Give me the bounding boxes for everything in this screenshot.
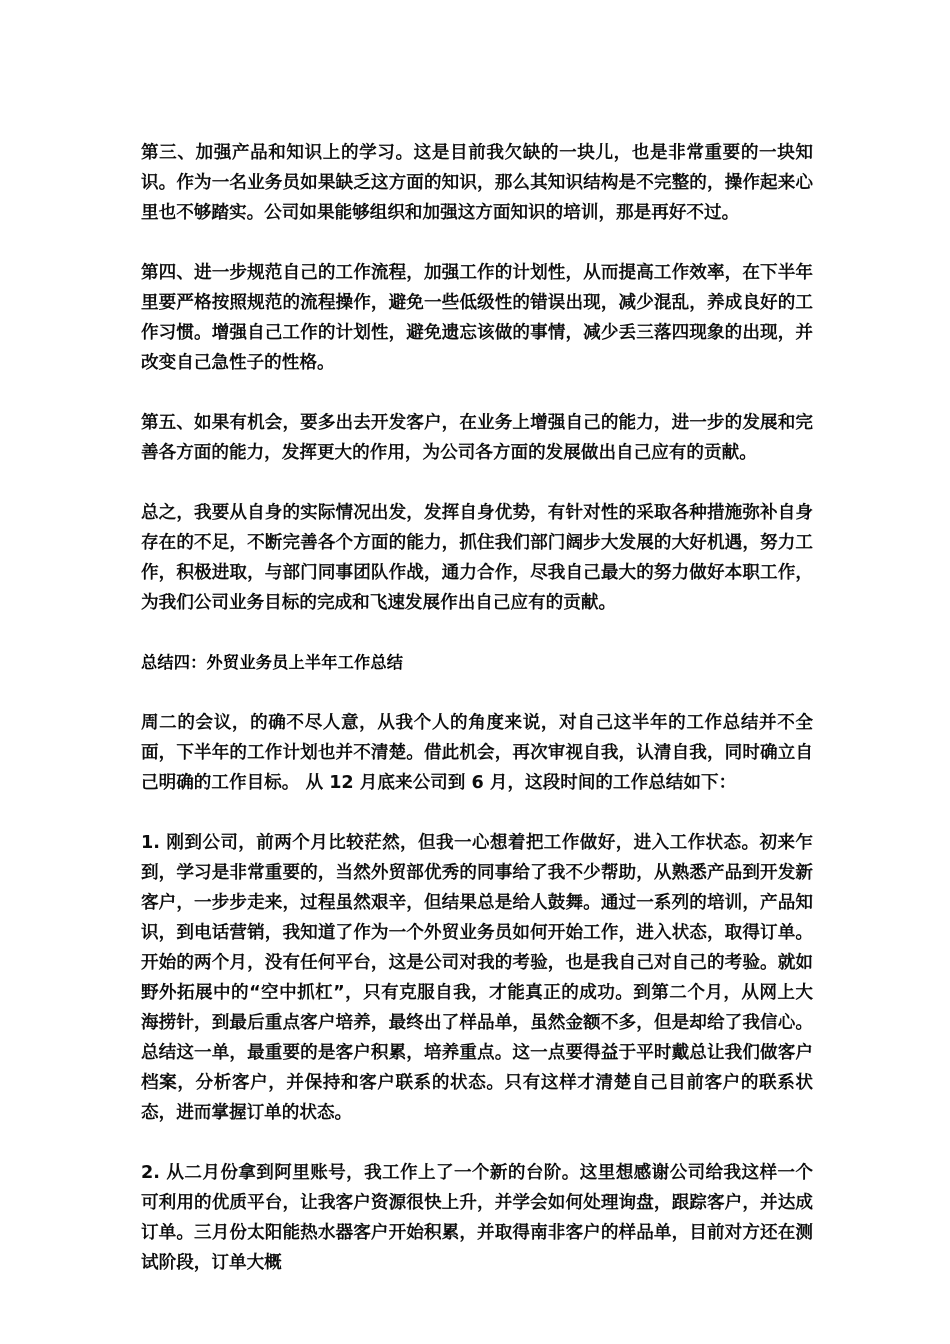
- paragraph-fifth-point: 第五、如果有机会，要多出去开发客户，在业务上增强自己的能力，进一步的发展和完善各方面的能力，发挥更大的作用，为公司各方面的发展做出自己应有的贡献。: [141, 413, 813, 463]
- paragraph-fourth-point: 第四、进一步规范自己的工作流程，加强工作的计划性，从而提高工作效率，在下半年里要严格按照规范的流程操作，避免一些低级性的错误出现，减少混乱，养成良好的工作习惯。增强自己工作的计划性，避免遗忘该做的事情，减少丢三落四现象的出现，并改变自己急性子的性格。: [141, 263, 813, 373]
- document-text-column: [141, 138, 813, 1278]
- heading-summary-four: 总结四：外贸业务员上半年工作总结: [141, 653, 404, 672]
- paragraph-numbered-item-2: 2. 从二月份拿到阿里账号，我工作上了一个新的台阶。这里想感谢公司给我这样一个可利用的优质平台，让我客户资源很快上升，并学会如何处理询盘，跟踪客户，并达成订单。三月份太阳能热水器客户开始积累，并取得南非客户的样品单，目前对方还在测试阶段，订单大概: [141, 1163, 813, 1273]
- paragraph-introduction: 周二的会议，的确不尽人意，从我个人的角度来说，对自己这半年的工作总结并不全面，下半年的工作计划也并不清楚。借此机会，再次审视自我，认清自我，同时确立自己明确的工作目标。 从 12 月底来公司到 6 月，这段时间的工作总结如下：: [141, 713, 813, 793]
- paragraph-numbered-item-1: 1. 刚到公司，前两个月比较茫然，但我一心想着把工作做好，进入工作状态。初来乍到，学习是非常重要的，当然外贸部优秀的同事给了我不少帮助，从熟悉产品到开发新客户，一步步走来，过程虽然艰辛，但结果总是给人鼓舞。通过一系列的培训，产品知识，到电话营销，我知道了作为一个外贸业务员如何开始工作，进入状态，取得订单。开始的两个月，没有任何平台，这是公司对我的考验，也是我自己对自己的考验。就如野外拓展中的“空中抓杠”，只有克服自我，才能真正的成功。到第二个月，从网上大海捞针，到最后重点客户培养，最终出了样品单，虽然金额不多，但是却给了我信心。总结这一单，最重要的是客户积累，培养重点。这一点要得益于平时戴总让我们做客户档案，分析客户，并保持和客户联系的状态。只有这样才清楚自己目前客户的联系状态，进而掌握订单的状态。: [141, 833, 813, 1123]
- paragraph-conclusion: 总之，我要从自身的实际情况出发，发挥自身优势，有针对性的采取各种措施弥补自身存在的不足，不断完善各个方面的能力，抓住我们部门阔步大发展的大好机遇，努力工作，积极进取，与部门同事团队作战，通力合作，尽我自己最大的努力做好本职工作，为我们公司业务目标的完成和飞速发展作出自己应有的贡献。: [141, 503, 813, 613]
- paragraph-third-point: 第三、加强产品和知识上的学习。这是目前我欠缺的一块儿，也是非常重要的一块知识。作为一名业务员如果缺乏这方面的知识，那么其知识结构是不完整的，操作起来心里也不够踏实。公司如果能够组织和加强这方面知识的培训，那是再好不过。: [141, 143, 813, 223]
